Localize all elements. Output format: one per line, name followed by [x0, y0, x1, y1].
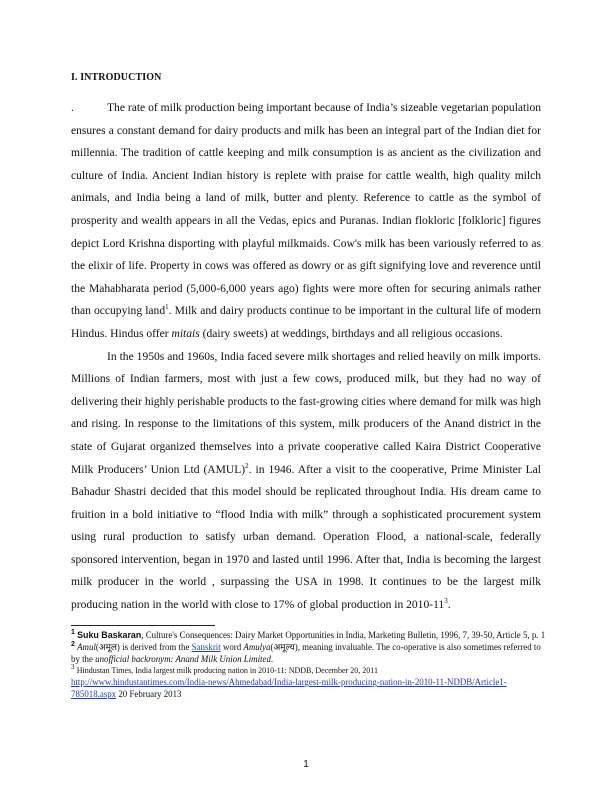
- paragraph-1-lead: .: [71, 102, 74, 114]
- footnote-1-author: Suku Baskaran: [77, 630, 142, 640]
- page-number: 1: [303, 759, 309, 770]
- footnote-2-text-b: word: [220, 641, 244, 652]
- sanskrit-link[interactable]: Sanskrit: [191, 641, 221, 652]
- paragraph-1-italic: mitais: [171, 327, 200, 340]
- footnote-2-text-c: , meaning invaluable. The co-operative is also sometimes referred to by the: [71, 641, 541, 664]
- hindustan-times-link[interactable]: http://www.hindustantimes.com/India-news/Ahmedabad/India-largest-milk-producing-nation-in-2010-11-NDDB/Article1-785018.aspx: [71, 677, 507, 699]
- footnote-2-number: 2: [71, 640, 75, 648]
- footnote-2-term-devanagari: (अमूल): [95, 641, 120, 652]
- footnote-3-number: 3: [71, 663, 75, 672]
- paragraph-1-text-a: The rate of milk production being important because of India’s sizeable vegetarian population ensures a constant demand for dairy products and milk has been an integral part of the Indian diet for millennia. The tradition of cattle keeping and milk consumption is as ancient as the civilization and culture of India. Ancient Indian history is replete with praise for cattle wealth, high quality milch animals, and India being a land of milk, butter and plenty. Reference to cattle as the symbol of prosperity and wealth appears in all the Vedas, epics and Puranas. Indian flokloric [folkloric] figures depict Lord Krishna disporting with playful milkmaids. Cow's milk has been variously referred to as the elixir of life. Property in cows was offered as dowry or as gift signifying love and reverence until the Mahabharata period (5,000-6,000 years ago) fights were more often for securing animals rather than occupying land: [71, 102, 541, 318]
- section-heading: I. INTRODUCTION: [71, 72, 162, 83]
- footnote-2-text-a: is derived from the: [119, 641, 192, 652]
- footnote-2-word: Amulya: [243, 641, 271, 652]
- footnote-separator: [71, 625, 215, 626]
- footnote-ref-3[interactable]: 3: [444, 597, 448, 606]
- footnote-2-term: Amul: [77, 641, 96, 652]
- footnote-3-date: 20 February 2013: [116, 688, 182, 699]
- footnote-3: [71, 665, 546, 700]
- footnotes: [71, 630, 546, 701]
- footnote-2-text-d: .: [270, 653, 274, 664]
- footnote-1-text: , Culture's Consequences: Dairy Market Opportunities in India, Marketing Bulletin, 1996, 7, 39-50, Article 5, p. 1: [141, 630, 546, 640]
- paragraph-2: [71, 346, 541, 617]
- body-text: [71, 97, 541, 617]
- paragraph-2-text-b: . in 1946. After a visit to the cooperative, Prime Minister Lal Bahadur Shastri decided that this model should be replicated throughout India. His dream came to fruition in a bold initiative to “flood India with milk” through a sophisticated procurement system using rural production to satisfy urban demand. Operation Flood, a national-scale, federally sponsored intervention, began in 1970 and lasted until 1996. After that, India is becoming the largest milk producer in the world , surpassing the USA in 1998. It continues to be the largest milk producing nation in the world with close to 17% of global production in 2010-11: [71, 463, 541, 612]
- paragraph-1-text-c: (dairy sweets) at weddings, birthdays and all religious occasions.: [199, 327, 503, 340]
- paragraph-2-text-c: .: [447, 599, 451, 612]
- footnote-2: [71, 642, 546, 666]
- footnote-2-italic: unofficial backronym: Anand Milk Union Limited: [95, 653, 271, 664]
- footnote-1-number: 1: [71, 629, 75, 637]
- footnote-1: [71, 630, 546, 642]
- paragraph-1: [71, 97, 541, 346]
- paragraph-1-text-b: . Milk and dairy products continue to be important in the cultural life of modern Hindus. Hindus offer: [71, 305, 541, 340]
- footnote-3-text: Hindustan Times, India largest milk producing nation in 2010-11: NDDB, December 20, 2011: [76, 666, 378, 676]
- footnote-ref-2[interactable]: 2: [245, 461, 249, 470]
- footnote-2-word-devanagari: (अमूल्य): [270, 641, 298, 652]
- paragraph-2-text-a: In the 1950s and 1960s, India faced severe milk shortages and relied heavily on milk imports. Millions of Indian farmers, most with just a few cows, produced milk, but they had no way of delivering their highly perishable products to the fast-growing cities where demand for milk was high and rising. In response to the limitations of this system, milk producers of the Anand district in the state of Gujarat organized themselves into a private cooperative called Kaira District Cooperative Milk Producers’ Union Ltd (AMUL): [71, 350, 541, 476]
- footnote-ref-1[interactable]: 1: [165, 303, 169, 312]
